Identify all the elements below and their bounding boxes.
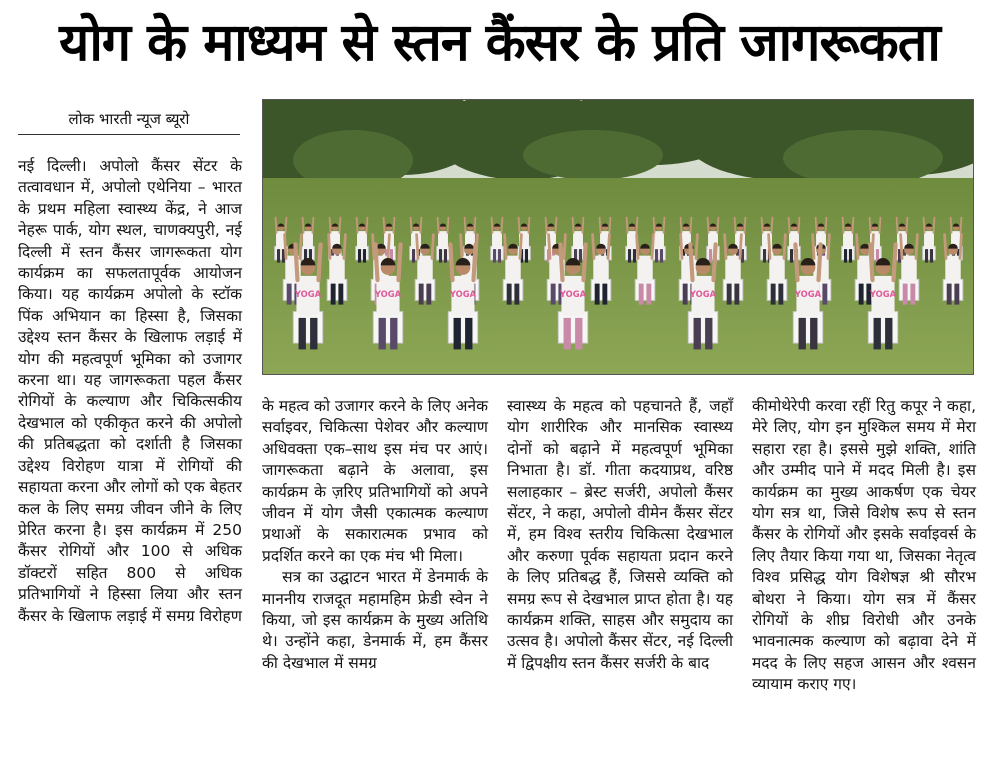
participant-figure	[558, 244, 587, 349]
shirt-print-text: YOGA	[294, 288, 322, 299]
participant-figure	[688, 244, 717, 349]
participant-figure	[373, 244, 402, 349]
participant-figure	[723, 235, 743, 305]
shirt-print-text: YOGA	[559, 288, 587, 299]
shirt-print-text: YOGA	[449, 288, 477, 299]
participant-figure	[491, 218, 504, 263]
participant-figure	[943, 235, 963, 305]
participant-figure	[923, 218, 936, 263]
shirt-print-text: YOGA	[869, 288, 897, 299]
paragraph: स्वास्थ्य के महत्व को पहचानते हैं, जहाँ योग शारीरिक और मानसिक स्वास्थ्य दोनों को बढ़ाने में महत्वपूर्ण भूमिका निभाता है। डॉ. गीता कदयाप्रथ, वरिष्ठ सलाहकार – ब्रेस्ट सर्जरी, अपोलो कैंसर सेंटर, ने कहा, अपोलो वीमेन कैंसर सेंटर में, हम विश्व स्तरीय चिकित्सा देखभाल और करुणा पूर्वक सहायता प्रदान करने के लिए प्रतिबद्ध हैं, जिससे व्यक्ति को समग्र रूप से देखभाल प्राप्त होता है। यह कार्यक्रम शक्ति, साहस और समुदाय का उत्सव है। अपोलो कैंसर सेंटर, नई दिल्ली में द्विपक्षीय स्तन कैंसर सर्जरी के बाद	[507, 397, 733, 672]
shirt-print-text: YOGA	[794, 288, 822, 299]
participant-figure	[572, 218, 585, 263]
participant-figure	[302, 218, 315, 263]
article-column-2	[262, 396, 488, 674]
headline: योग के माध्यम से स्तन कैंसर के प्रति जागरूकता	[59, 13, 940, 73]
paragraph: नई दिल्ली। अपोलो कैंसर सेंटर के तत्वावधान में, अपोलो एथेनिया – भारत के प्रथम महिला स्वास्थ्य केंद्र, ने आज नेहरू पार्क, योग स्थल, चाणक्यपुरी, नई दिल्ली में स्तन कैंसर जागरूकता योग कार्यक्रम का सफलतापूर्वक आयोजन किया। यह कार्यक्रम अपोलो के स्टॉक पिंक अभियान का हिस्सा है, जिसका उद्देश्य स्तन कैंसर के खिलाफ लड़ाई में योग की महत्वपूर्ण भूमिका को उजागर करना था। यह जागरूकता पहल कैंसर रोगियों के कल्याण और चिकित्सकीय देखभाल को एकीकृत करने की अपोलो की प्रतिबद्धता को दर्शाती है जिसका उद्देश्य विरोहण यात्रा में रोगियों की सहायता करना और लोगों को एक बेहतर कल के लिए समग्र जीवन जीने के लिए प्रेरित करना है। इस कार्यक्रम में 250 कैंसर रोगियों और 100 से अधिक डॉक्टरों सहित 800 से अधिक प्रतिभागियों ने हिस्सा लिया और स्तन कैंसर के खिलाफ लड़ाई में समग्र विरोहण	[18, 157, 242, 625]
participant-figure	[437, 218, 450, 263]
shirt-print-text: YOGA	[689, 288, 717, 299]
shirt-print-text: YOGA	[374, 288, 402, 299]
participant-figure	[899, 235, 919, 305]
event-photo	[262, 99, 974, 375]
participant-figure	[503, 235, 523, 305]
participant-figure	[448, 244, 477, 349]
article-column-4	[752, 396, 976, 696]
participant-figure	[793, 244, 822, 349]
article-column-3	[507, 396, 733, 674]
participant-figure	[842, 218, 855, 263]
paragraph: के महत्व को उजागर करने के लिए अनेक सर्वाइवर, चिकित्सा पेशेवर और कल्याण अधिवक्ता एक–साथ इस मंच पर आएं। जागरूकता बढ़ाने के अलावा, इस कार्यक्रम के ज़रिए प्रतिभागियों को अपने जीवन में योग जैसी एकात्मक कल्याण प्रथाओं के सकारात्मक प्रभाव को प्रदर्शित करने का एक मंच भी मिला।	[262, 397, 488, 565]
participant-figure	[591, 235, 611, 305]
participant-figure	[635, 235, 655, 305]
article-column-1	[18, 156, 242, 627]
participant-figure	[356, 218, 369, 263]
participant-figure	[868, 244, 897, 349]
participant-figure	[293, 244, 322, 349]
participant-figure	[415, 235, 435, 305]
paragraph: सत्र का उद्घाटन भारत में डेनमार्क के माननीय राजदूत महामहिम फ्रेडी स्वेन ने किया, जो इस कार्यक्रम के मुख्य अतिथि थे। उन्होंने कहा, डेनमार्क में, हम कैंसर की देखभाल में समग्र	[262, 568, 488, 672]
participant-figure	[767, 235, 787, 305]
participant-figure	[653, 218, 666, 263]
participant-figure	[327, 235, 347, 305]
paragraph: कीमोथेरेपी करवा रहीं रितु कपूर ने कहा, मेरे लिए, योग इन मुश्किल समय में मेरा सहारा रहा है। इससे मुझे शक्ति, शांति और उम्मीद पाने में मदद मिली है। इस कार्यक्रम का मुख्य आकर्षण एक चेयर योग सत्र था, जिसे विशेष रूप से स्तन कैंसर के रोगियों और इसके सर्वाइवर्स के लिए तैयार किया गया था, जिसका नेतृत्व विश्व प्रसिद्ध योग विशेषज्ञ श्री सौरभ बोथरा ने किया। योग सत्र में कैंसर रोगियों के शीघ्र विरोधी और उनके भावनात्मक कल्याण को बढ़ावा देने में मदद के लिए सहज आसन और श्वसन व्यायाम कराए गए।	[752, 397, 976, 694]
byline: लोक भारती न्यूज ब्यूरो	[18, 108, 240, 135]
